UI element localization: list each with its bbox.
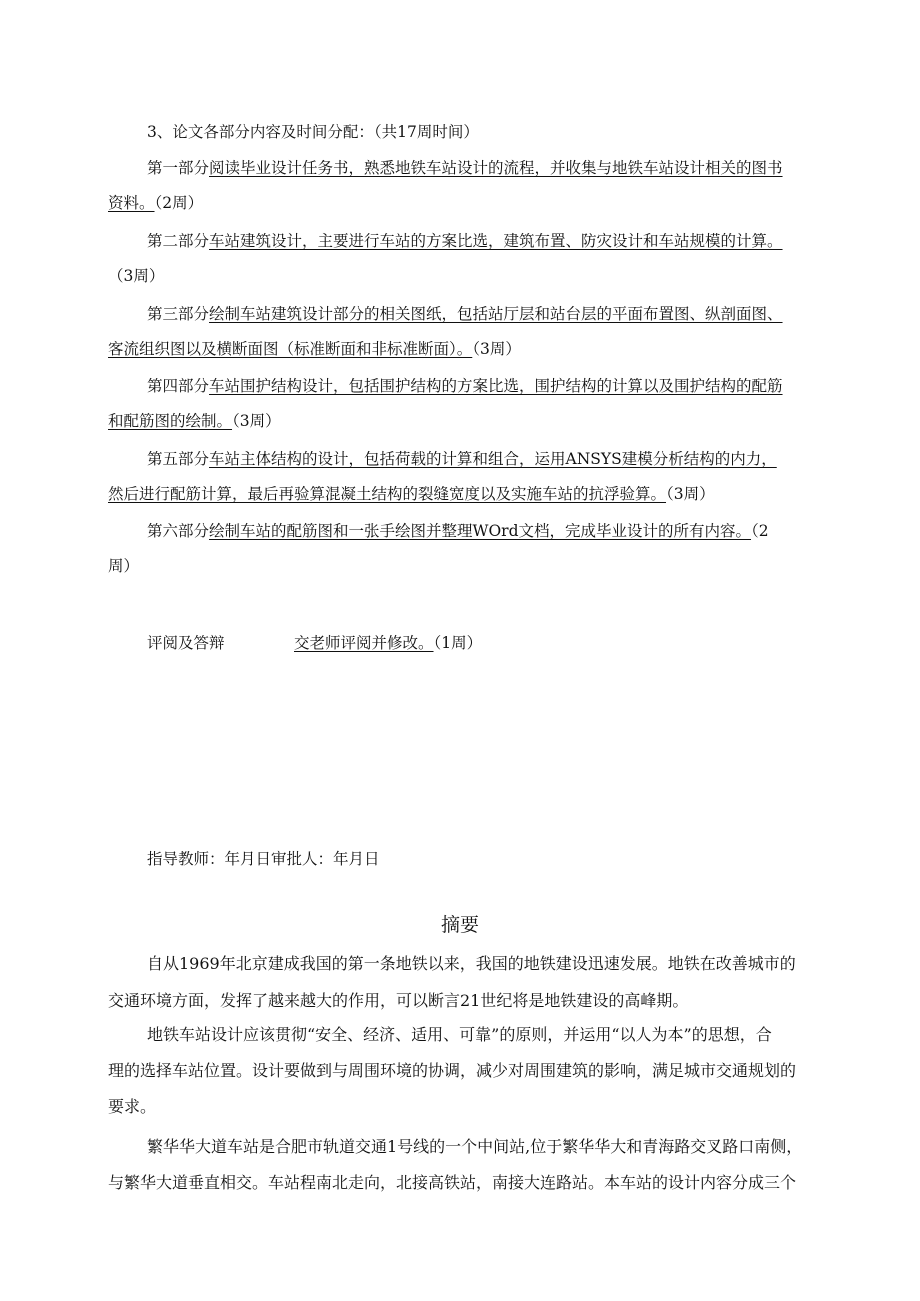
part1-label: 第一部分 (147, 159, 210, 177)
part4-line2 (108, 410, 844, 432)
part5-content: 车站主体结构的设计，包括荷载的计算和组合，运用ANSYS建模分析结构的内力， (209, 450, 777, 468)
part5-line1 (147, 448, 844, 470)
part5-content-cont: 然后进行配筋计算，最后再验算混凝土结构的裂缝宽度以及实施车站的抗浮验算。 (108, 485, 667, 503)
part3-content: 绘制车站建筑设计部分的相关图纸，包括站厅层和站台层的平面布置图、纵剖面图、 (209, 305, 783, 323)
part2-content: 车站建筑设计，主要进行车站的方案比选，建筑布置、防灾设计和车站规模的计算。 (209, 232, 783, 250)
part1-line2 (108, 192, 844, 214)
part5-label: 第五部分 (147, 450, 210, 468)
part6-time-start: （2 (751, 522, 769, 540)
review-line (147, 632, 844, 654)
part6-label: 第六部分 (147, 522, 210, 540)
section-heading: 3、论文各部分内容及时间分配：（共17周时间） (147, 123, 479, 141)
part3-content-cont: 客流组织图以及横断面图（标准断面和非标准断面）。 (108, 340, 473, 358)
abstract-p3-line2: 与繁华大道垂直相交。车站程南北走向，北接高铁站，南接大连路站。本车站的设计内容分成三个 (108, 1173, 797, 1192)
part2-time: （3周） (108, 267, 165, 285)
part1-content-cont: 资料。 (108, 194, 155, 212)
abstract-p2-line3: 要求。 (108, 1097, 157, 1116)
part4-time: （3周） (232, 412, 281, 430)
abstract-p1-line1: 自从1969年北京建成我国的第一条地铁以来，我国的地铁建设迅速发展。地铁在改善城市的 (147, 954, 796, 973)
abstract-p2-line2: 理的选择车站位置。设计要做到与周围环境的协调，减少对周围建筑的影响，满足城市交通规划的 (108, 1061, 797, 1080)
part4-content: 车站围护结构设计，包括围护结构的方案比选，围护结构的计算以及围护结构的配筋 (209, 377, 783, 395)
part1-time: （2周） (154, 194, 204, 212)
part6-line2 (108, 555, 844, 577)
part5-time: （3周） (666, 485, 715, 503)
review-content: 交老师评阅并修改。 (294, 634, 434, 652)
abstract-p1-line2: 交通环境方面，发挥了越来越大的作用，可以断言21世纪将是地铁建设的高峰期。 (108, 991, 689, 1010)
part4-line1 (147, 375, 844, 397)
part1-line1 (147, 157, 844, 179)
abstract-p3-line1: 繁华华大道车站是合肥市轨道交通1号线的一个中间站,位于繁华华大和青海路交叉路口南侧， (147, 1137, 803, 1156)
part1-content: 阅读毕业设计任务书，熟悉地铁车站设计的流程，并收集与地铁车站设计相关的图书 (209, 159, 783, 177)
abstract-title: 摘要 (440, 914, 479, 936)
abstract-p2-line1: 地铁车站设计应该贯彻“安全、经济、适用、可靠”的原则，并运用“以人为本”的思想，合 (147, 1025, 772, 1044)
part3-label: 第三部分 (147, 305, 210, 323)
review-time: （1周） (433, 634, 483, 652)
part5-line2 (108, 483, 844, 505)
part3-time: （3周） (472, 340, 521, 358)
signature-line: 指导教师：年月日审批人：年月日 (147, 850, 380, 868)
part6-time-end: 周） (108, 557, 140, 575)
part2-label: 第二部分 (147, 232, 210, 250)
part3-line1 (147, 303, 844, 325)
part3-line2 (108, 338, 844, 360)
part6-content: 绘制车站的配筋图和一张手绘图并整理WOrd文档，完成毕业设计的所有内容。 (209, 522, 751, 540)
review-label: 评阅及答辩 (147, 634, 225, 652)
part4-content-cont: 和配筋图的绘制。 (108, 412, 233, 430)
part2-line2 (108, 265, 844, 287)
part2-line1 (147, 230, 844, 252)
part4-label: 第四部分 (147, 377, 210, 395)
part6-line1 (147, 520, 844, 542)
